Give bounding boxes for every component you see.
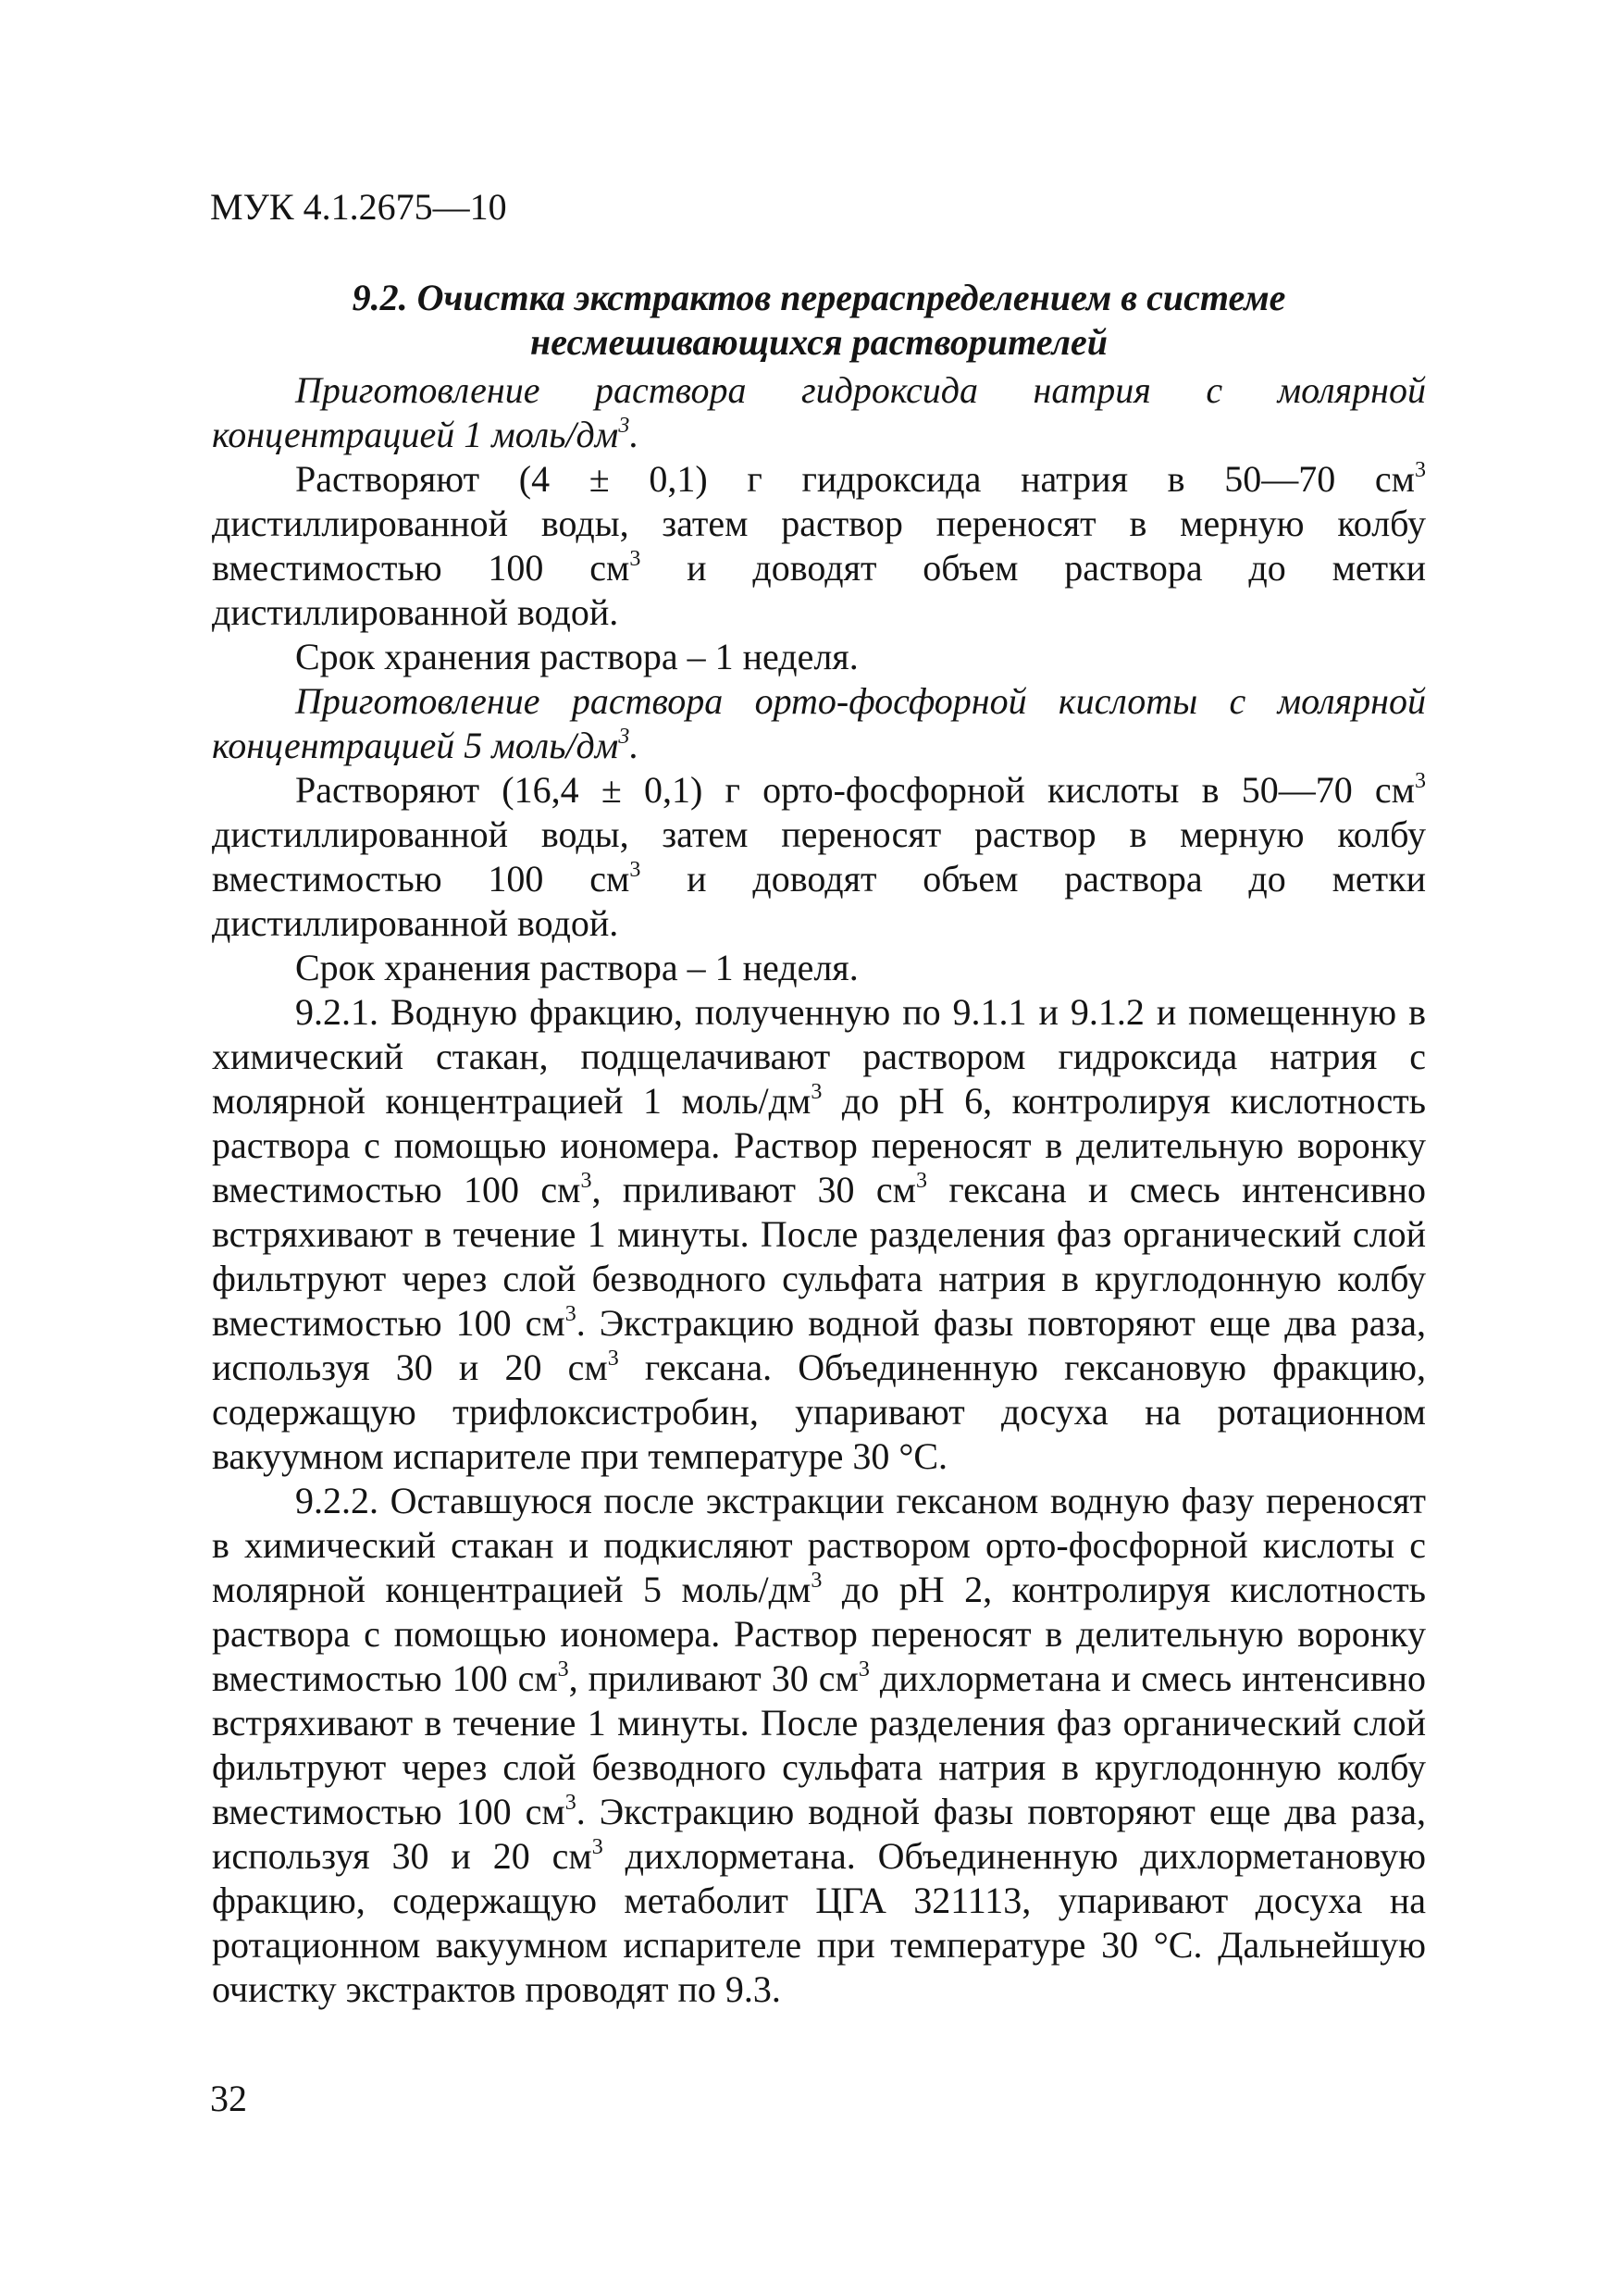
superscript: 3 <box>811 1568 823 1593</box>
body-text <box>212 276 1426 2012</box>
phosphoric-acid-storage-text: Срок хранения раствора – 1 неделя. <box>295 947 859 988</box>
naoh-storage-text: Срок хранения раствора – 1 неделя. <box>295 636 859 677</box>
superscript: 3 <box>629 546 641 571</box>
text-run: . Экстракцию водной фазы повторяют еще два раза, используя 30 и 20 см <box>212 1791 1427 1877</box>
text-run: дихлорметана. Объединенную дихлорметановую фракцию, содержащую метаболит ЦГА 321113, упаривают досуха на ротационном вакуумном испарителе при температуре 30 °С. Дальнейшую очистку экстрактов проводят по 9.3. <box>212 1835 1427 2010</box>
text-run: . <box>629 414 639 455</box>
text-run: до pH 6, контролируя кислотность раствора с помощью иономера. Раствор переносят в делительную воронку вместимостью 100 см <box>212 1080 1426 1210</box>
text-run: и доводят объем раствора до метки дистиллированной водой. <box>212 858 1427 944</box>
text-run: . <box>629 725 639 766</box>
section-heading-line-1: 9.2. Очистка экстрактов перераспределением в системе <box>352 277 1286 318</box>
superscript: 3 <box>629 857 641 882</box>
superscript: 3 <box>618 724 630 749</box>
clause-9-2-1 <box>212 990 1426 1479</box>
phosphoric-acid-preparation-title <box>212 679 1426 768</box>
superscript: 3 <box>811 1079 823 1104</box>
superscript: 3 <box>557 1657 569 1682</box>
text-run: гексана и смесь интенсивно встряхивают в течение 1 минуты. После разделения фаз органический слой фильтруют через слой безводного сульфата натрия в круглодонную колбу вместимостью 100 см <box>212 1169 1426 1344</box>
text-run: Растворяют (16,4 ± 0,1) г орто-фосфорной кислоты в 50—70 см <box>295 769 1415 811</box>
phosphoric-acid-preparation-text <box>212 768 1426 946</box>
text-run: дистиллированной воды, затем раствор переносят в мерную колбу вместимостью 100 см <box>212 503 1426 589</box>
naoh-preparation-text <box>212 457 1426 635</box>
superscript: 3 <box>618 413 630 438</box>
superscript: 3 <box>1415 768 1426 793</box>
text-run: . Экстракцию водной фазы повторяют еще два раза, используя 30 и 20 см <box>212 1302 1427 1388</box>
superscript: 3 <box>564 1301 576 1326</box>
text-run: до pH 2, контролируя кислотность раствора с помощью иономера. Раствор переносят в делительную воронку вместимостью 100 см <box>212 1569 1426 1699</box>
text-run: , приливают 30 см <box>568 1657 859 1699</box>
text-run: Приготовление раствора орто-фосфорной кислоты с молярной концентрацией 5 моль/дм <box>212 680 1426 766</box>
text-run: , приливают 30 см <box>591 1169 916 1210</box>
text-run: гексана. Объединенную гексановую фракцию, содержащую трифлоксистробин, упаривают досуха на ротационном вакуумном испарителе при температуре 30 °С. <box>212 1347 1426 1477</box>
text-run: Приготовление раствора гидроксида натрия с молярной концентрацией 1 моль/дм <box>212 369 1426 455</box>
text-run: 9.2.1. Водную фракцию, полученную по 9.1.1 и 9.1.2 и помещенную в химический стакан, подщелачивают раствором гидроксида натрия с молярной концентрацией 1 моль/дм <box>212 991 1426 1122</box>
superscript: 3 <box>1415 457 1426 482</box>
document-code-header: МУК 4.1.2675—10 <box>210 186 507 228</box>
naoh-preparation-title <box>212 368 1426 457</box>
text-run: дистиллированной воды, затем переносят раствор в мерную колбу вместимостью 100 см <box>212 813 1426 900</box>
text-run: дихлорметана и смесь интенсивно встряхивают в течение 1 минуты. После разделения фаз органический слой фильтруют через слой безводного сульфата натрия в круглодонную колбу вместимостью 100 см <box>212 1657 1427 1832</box>
text-run: и доводят объем раствора до метки дистиллированной водой. <box>212 547 1427 633</box>
section-heading-line-2: несмешивающихся растворителей <box>530 321 1108 363</box>
superscript: 3 <box>915 1168 927 1193</box>
section-heading <box>212 276 1426 365</box>
superscript: 3 <box>607 1346 619 1371</box>
clause-9-2-2 <box>212 1479 1426 2012</box>
superscript: 3 <box>591 1834 603 1859</box>
superscript: 3 <box>858 1657 870 1682</box>
text-run: 9.2.2. Оставшуюся после экстракции гексаном водную фазу переносят в химический стакан и подкисляют раствором орто-фосфорной кислоты с молярной концентрацией 5 моль/дм <box>212 1480 1426 1610</box>
text-run: Растворяют (4 ± 0,1) г гидроксида натрия в 50—70 см <box>295 458 1415 500</box>
superscript: 3 <box>564 1790 576 1815</box>
superscript: 3 <box>580 1168 592 1193</box>
page-number: 32 <box>210 2078 247 2119</box>
